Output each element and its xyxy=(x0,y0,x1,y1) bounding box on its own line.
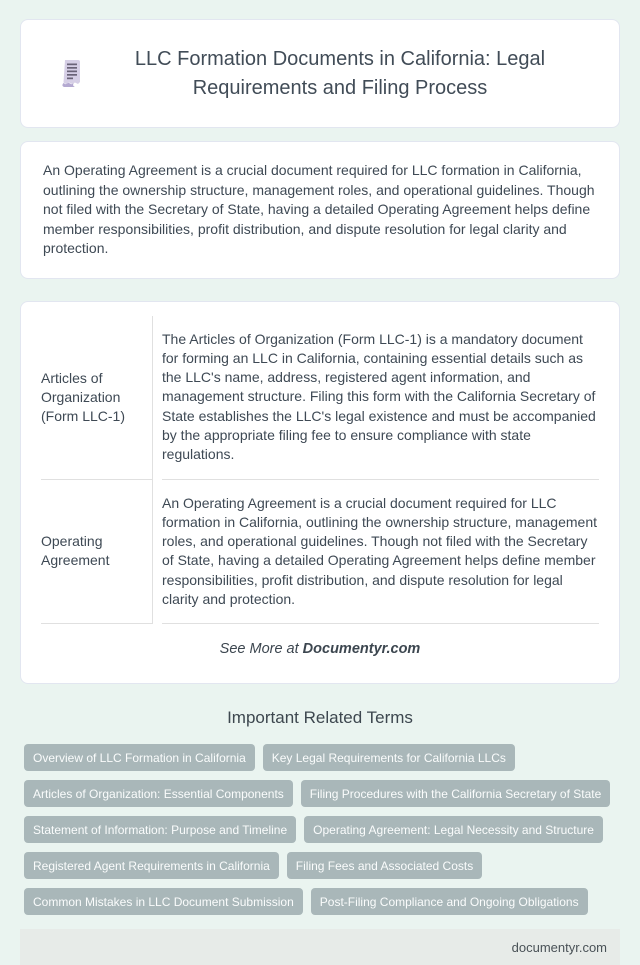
intro-text: An Operating Agreement is a crucial document required for LLC formation in California, outlining the ownership structure, management roles, and operational guidelines. Though not filed with the Secretary of State, having a detailed Operating Agreement helps define member responsibilities, profit distribution, and dispute resolution for legal clarity and protection. xyxy=(43,162,595,256)
page-title: LLC Formation Documents in California: Legal Requirements and Filing Process xyxy=(134,47,546,99)
related-term-chip[interactable]: Key Legal Requirements for California LLCs xyxy=(263,744,515,771)
table-description: An Operating Agreement is a crucial document required for LLC formation in California, outlining the ownership structure, management roles, and operational guidelines. Though not filed with the Secretary of State, having a detailed Operating Agreement helps define member responsibilities, profit distribution, and dispute resolution for legal clarity and protection. xyxy=(162,480,599,625)
related-term-chip[interactable]: Filing Procedures with the California Secretary of State xyxy=(301,780,610,807)
related-term-chip[interactable]: Articles of Organization: Essential Components xyxy=(24,780,293,807)
related-term-chip[interactable]: Operating Agreement: Legal Necessity and Structure xyxy=(304,816,603,843)
chip-row xyxy=(24,816,616,843)
table-term: Articles of Organization (Form LLC-1) xyxy=(41,316,153,480)
related-term-chip[interactable]: Filing Fees and Associated Costs xyxy=(287,852,482,879)
chip-row xyxy=(24,780,616,807)
related-terms-heading: Important Related Terms xyxy=(227,708,413,728)
related-term-chip[interactable]: Common Mistakes in LLC Document Submission xyxy=(24,888,303,915)
chip-row xyxy=(24,888,616,915)
see-more-prefix: See More at xyxy=(219,641,303,658)
chip-row xyxy=(24,744,616,771)
see-more-brand: Documentyr.com xyxy=(302,641,421,658)
related-term-chip[interactable]: Registered Agent Requirements in California xyxy=(24,852,279,879)
receipt-icon xyxy=(60,59,84,89)
chip-row xyxy=(24,852,616,879)
intro-card xyxy=(20,141,620,279)
related-terms-list xyxy=(20,744,620,915)
footer-bar xyxy=(20,929,620,965)
related-term-chip[interactable]: Statement of Information: Purpose and Timeline xyxy=(24,816,296,843)
header-card xyxy=(20,19,620,128)
table-card xyxy=(20,301,620,685)
documents-table xyxy=(41,316,599,625)
related-term-chip[interactable]: Post-Filing Compliance and Ongoing Obligations xyxy=(311,888,588,915)
related-term-chip[interactable]: Overview of LLC Formation in California xyxy=(24,744,255,771)
footer-domain: documentyr.com xyxy=(511,939,607,955)
table-row xyxy=(41,316,599,480)
table-term: Operating Agreement xyxy=(41,480,153,625)
see-more-caption xyxy=(41,641,599,657)
table-row xyxy=(41,480,599,625)
table-description: The Articles of Organization (Form LLC-1) is a mandatory document for forming an LLC in California, containing essential details such as the LLC's name, address, registered agent information, and management structure. Filing this form with the California Secretary of State establishes the LLC's legal existence and must be accompanied by the appropriate filing fee to ensure compliance with state regulations. xyxy=(162,316,599,480)
